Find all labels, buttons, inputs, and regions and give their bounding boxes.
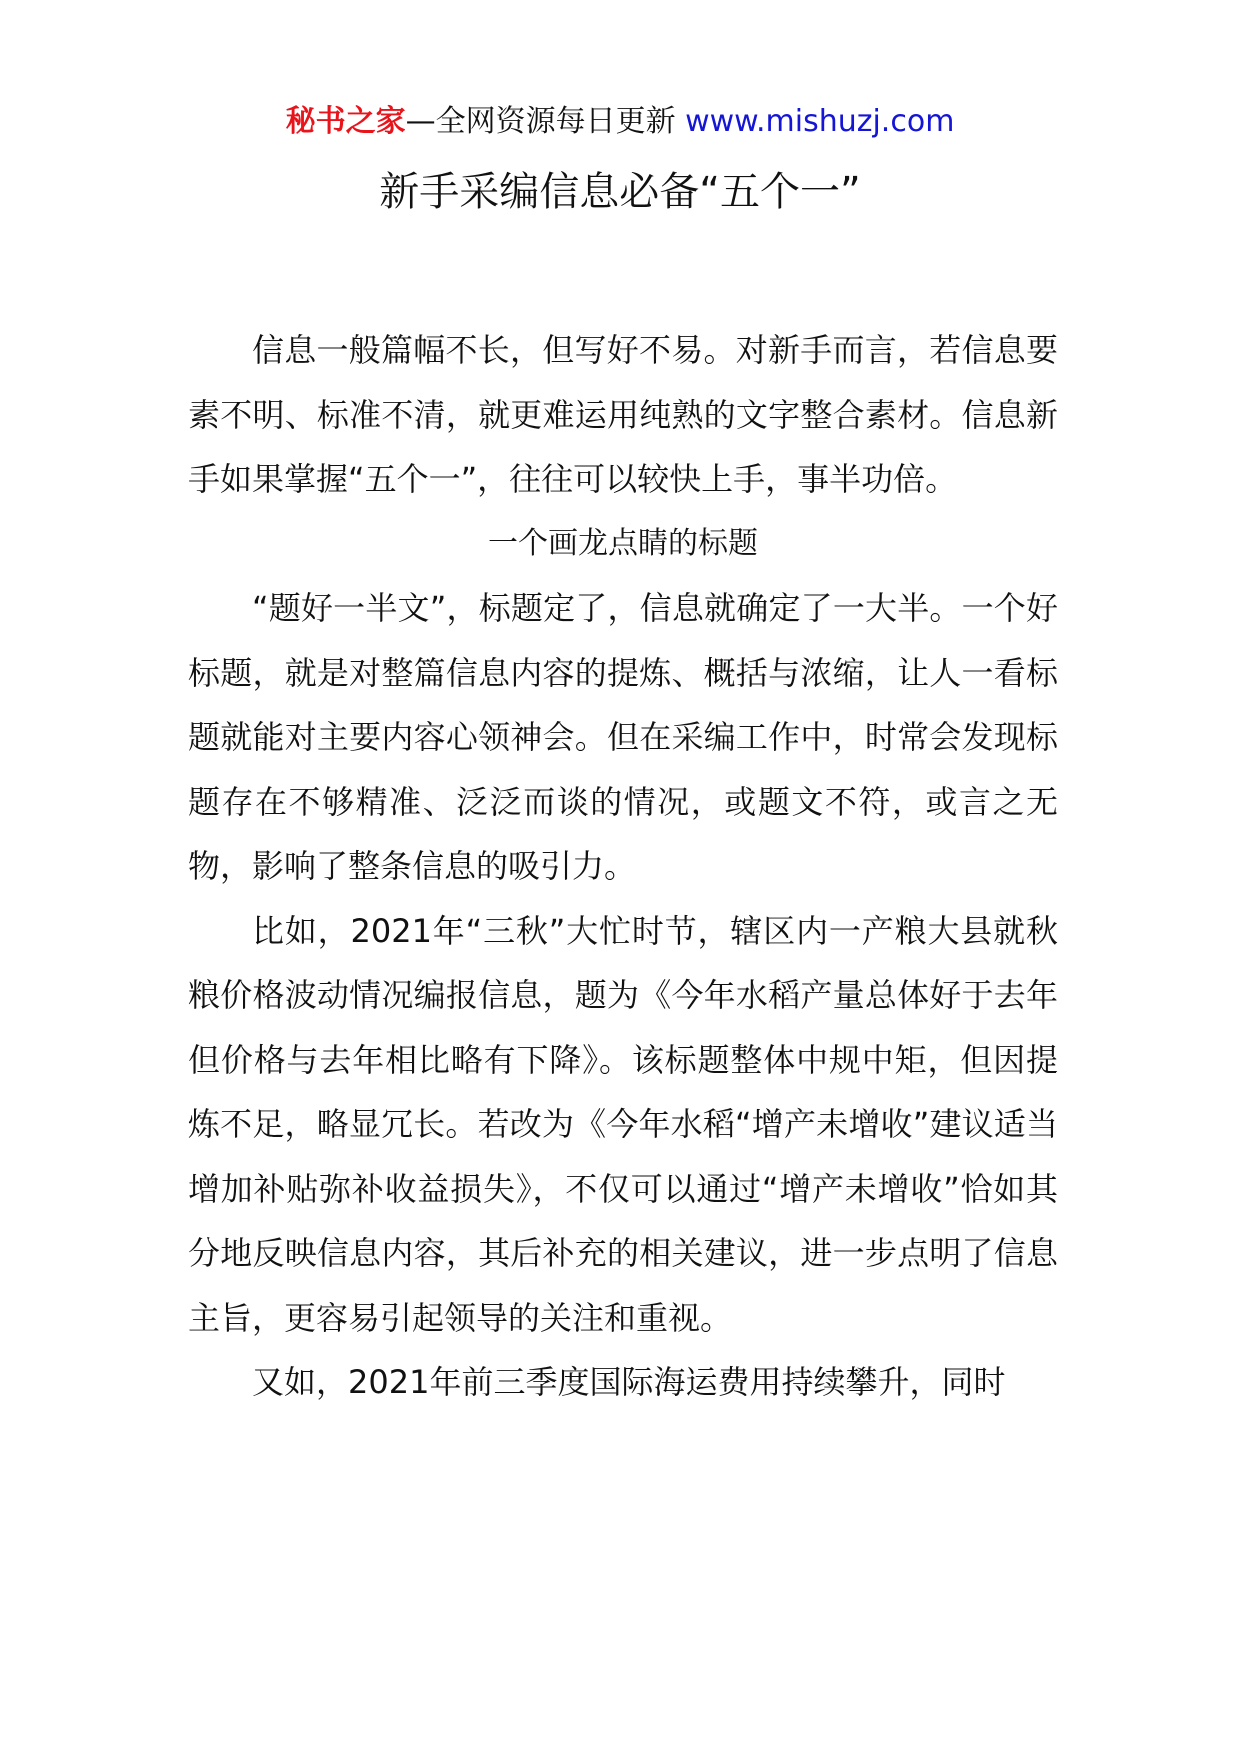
document-body — [188, 318, 1058, 1415]
document-title: 新手采编信息必备“五个一” — [379, 169, 861, 215]
site-header — [0, 100, 1240, 144]
body-paragraph: “题好一半文”，标题定了，信息就确定了一大半。一个好标题，就是对整篇信息内容的提炼、概括与浓缩，让人一看标题就能对主要内容心领神会。但在采编工作中，时常会发现标题存在不够精准、泛泛而谈的情况，或题文不符，或言之无物，影响了整条信息的吸引力。 — [188, 589, 1058, 885]
site-slogan: —全网资源每日更新 — [405, 104, 676, 139]
brand-name: 秘书之家 — [285, 104, 406, 139]
site-url-link[interactable]: www.mishuzj.com — [675, 104, 955, 139]
section-heading: 一个画龙点睛的标题 — [488, 525, 758, 561]
intro-paragraph: 信息一般篇幅不长，但写好不易。对新手而言，若信息要素不明、标准不清，就更难运用纯熟的文字整合素材。信息新手如果掌握“五个一”，往往可以较快上手，事半功倍。 — [188, 331, 1058, 498]
body-paragraph: 比如，2021年“三秋”大忙时节，辖区内一产粮大县就秋粮价格波动情况编报信息，题为《今年水稻产量总体好于去年但价格与去年相比略有下降》。该标题整体中规中矩，但因提炼不足，略显冗长。若改为《今年水稻“增产未增收”建议适当增加补贴弥补收益损失》，不仅可以通过“增产未增收”恰如其分地反映信息内容，其后补充的相关建议，进一步点明了信息主旨，更容易引起领导的关注和重视。 — [188, 911, 1058, 1337]
body-paragraph: 又如，2021年前三季度国际海运费用持续攀升，同时 — [252, 1363, 1006, 1401]
